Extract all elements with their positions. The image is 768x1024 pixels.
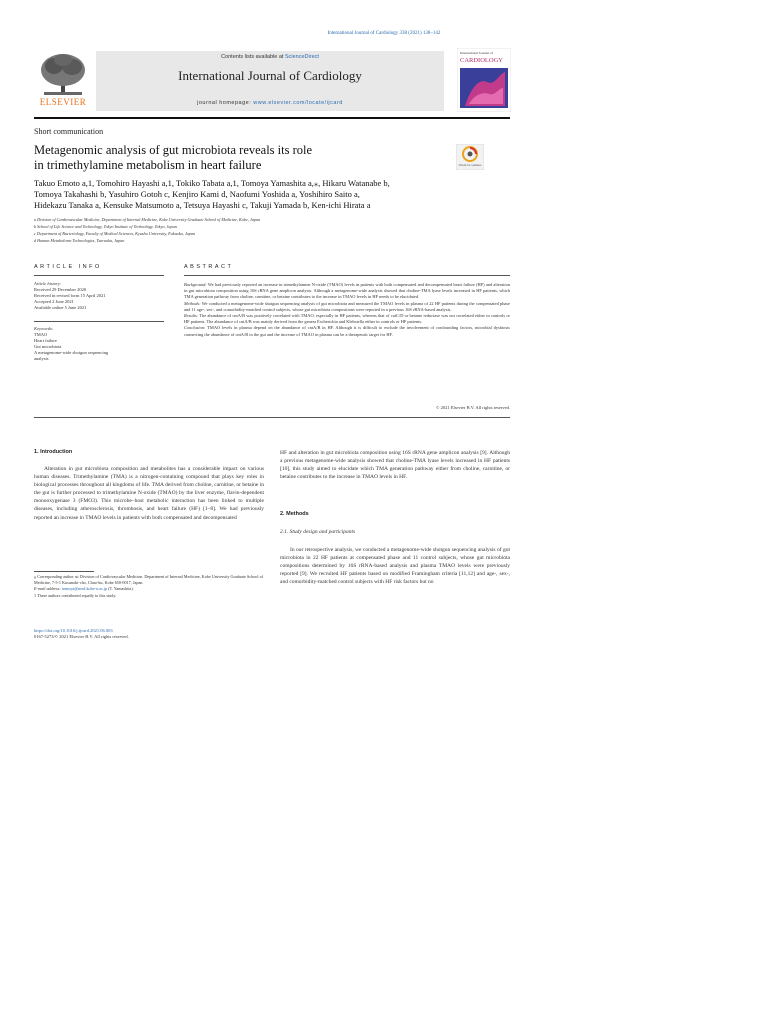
journal-title: International Journal of Cardiology <box>178 68 362 83</box>
history-rule <box>34 321 164 322</box>
keyword: TMAO <box>34 332 48 337</box>
affiliation: a Division of Cardiovascular Medicine, Department of Internal Medicine, Kobe University Graduate School of Medicine, Kobe, Japan <box>34 217 261 222</box>
affiliations <box>34 216 510 244</box>
methods-heading: 2. Methods <box>280 511 309 517</box>
corresponding-author-note: ⁎ Corresponding author at: Division of Cardiovascular Medicine, Department of Internal Medicine, Kobe University Graduate School of Medicine, 7-5-1 Kusunoki-cho, Chuo-ku, Kobe 650-0017, Japan. <box>34 574 264 585</box>
abstract-bottom-rule <box>34 417 510 418</box>
footnotes <box>34 574 264 599</box>
sciencedirect-link[interactable]: ScienceDirect <box>284 54 319 60</box>
email-note: E-mail address: tomoya@med.kobe-u.ac.jp (T. Yamashita). <box>34 586 134 591</box>
cover-title: CARDIOLOGY <box>460 57 503 64</box>
authors-line: Hidekazu Tanaka a, Kensuke Matsumoto a, Tetsuya Hayashi c, Takuji Yamada b, Ken-ichi Hirata a <box>34 200 371 210</box>
abstract-heading: ABSTRACT <box>184 264 234 270</box>
authors-line: Takuo Emoto a,1, Tomohiro Hayashi a,1, Tokiko Tabata a,1, Tomoya Yamashita a,⁎, Hikaru Watanabe b, <box>34 178 390 188</box>
journal-citation[interactable]: International Journal of Cardiology 338 (2021) 138–142 <box>327 31 441 36</box>
authors-line: Tomoya Takahashi b, Yasuhiro Gotoh c, Kenjiro Kami d, Naofumi Yoshida a, Yoshihiro Saito a, <box>34 189 360 199</box>
intro-text: Alteration in gut microbiota composition and metabolites has a considerable impact on various human diseases. Trimethylamine (TMA) is a nitrogen-containing compound that plays key roles in biological processes throughout all kingdoms of life. TMA derived from choline, carnitine, or betaine in the gut is further processed to trimethylamine N-oxide (TMAO) by the liver enzyme, flavin-dependent monooxygenase 3 (FMO3). This microbe–host metabolic interaction has been linked to multiple diseases, including atherosclerosis, thrombosis, and heart failure (HF) [1–8]. We had previously reported an increase in TMAO levels in patients with both compensated and decompensated <box>34 466 264 521</box>
email-link[interactable]: tomoya@med.kobe-u.ac.jp <box>61 586 108 591</box>
article-title: Metagenomic analysis of gut microbiota reveals its role in trimethylamine metabolism in heart failure <box>34 143 313 172</box>
abstract-copyright: © 2021 Elsevier B.V. All rights reserved. <box>436 405 510 410</box>
badge-label: Check for updates <box>458 163 482 167</box>
history-item: Received 29 December 2020 <box>34 287 87 292</box>
journal-cover <box>457 48 511 112</box>
right-text-1: HF and alteration in gut microbiota composition using 16S rRNA gene amplicon analysis [9]. Although a previous metagenome-wide analysis showed that choline-TMA lyase levels increased in HF patients [10], this study aimed to elucidate which TMA generation pathway either from choline, carnitine, or betaine contributes to the increase in TMAO levels in HF. <box>280 450 510 481</box>
issn-line: 0167-5273/© 2021 Elsevier B.V. All rights reserved. <box>34 634 129 639</box>
journal-homepage: journal homepage: www.elsevier.com/locate/ijcard <box>197 100 343 106</box>
equal-contribution-note: 1 These authors contributed equally to this study. <box>34 592 117 598</box>
abstract-body: Background: We had previously reported an increase in trimethylamine N-oxide (TMAO) levels in patients with both compensated and decompensated heart failure (HF) and alteration in gut microbiota composition using 16S rRNA gene amplicon analysis. Although a metagenome-wide analysis showed that choline-TMA lyase levels increased in HF patients, which TMA generation pathway from choline, carnitine, or betaine contributes to the increase in TMAO levels in HF needs to be elucidated. Methods: We conducted a metagenome-wide shotgun sequencing analysis of gut microbiota and measured the TMAO levels in plasma of 22 HF patients during the compensated phase and 11 age-, sex-, and comorbidity-matched control subjects, whose gut microbiota compositions were reported in a previous 16S rRNA-based analysis. Results: The abundance of cntA/B was positively correlated with TMAO, especially in HF patients, whereas that of cutC/D or betaine reductase was not correlated either in controls or HF patients. The abundance of cntA/B was mainly derived from the genera Escherichia and Klebsiella either in controls or HF patients. Conclusion: TMAO levels in plasma depend on the abundance of cntA/B in HF. Although it is difficult to exclude the involvement of confounding factors, microbial dysbiosis connecting the abundance of cntA/B in the gut and the increase of TMAO in plasma can be a therapeutic target for HF. <box>184 282 510 337</box>
right-text-2: In our retrospective analysis, we conducted a metagenome-wide shotgun sequencing analysis of gut microbiota in 22 HF patients at compensated phase and 11 control subjects, whose gut microbiota compositions determined by 16S rRNA-based analysis and plasma TMAO levels were previously reported [9]. We recruited HF patients based on modified Framingham criteria [11,12] and age-, sex-, and comorbidity-matched control subjects with HF risk factors but no <box>280 547 510 586</box>
author-list <box>34 178 510 211</box>
publisher-name: ELSEVIER <box>39 97 87 107</box>
doi-link[interactable]: https://doi.org/10.1016/j.ijcard.2021.06.003 <box>34 628 113 633</box>
history-item: Available online 5 June 2021 <box>34 305 87 310</box>
elsevier-logo <box>34 52 92 110</box>
affiliation: c Department of Bacteriology, Faculty of Medical Sciences, Kyushu University, Fukuoka, Japan <box>34 231 196 236</box>
article-history: Article history: Received 29 December 2020 Received in revised form 15 April 2021 Accepted 2 June 2021 Available online 5 June 2021 <box>34 281 164 311</box>
article-type: Short communication <box>34 127 104 136</box>
doi-block <box>34 628 129 640</box>
history-item: Accepted 2 June 2021 <box>34 299 74 304</box>
keyword: Gut microbiota <box>34 344 62 349</box>
article-info-heading: ARTICLE INFO <box>34 264 102 270</box>
keyword: A metagenome-wide shotgun sequencing <box>34 350 109 355</box>
history-item: Received in revised form 15 April 2021 <box>34 293 106 298</box>
keyword: Heart failure <box>34 338 57 343</box>
info-rule <box>34 275 164 276</box>
methods-subheading: 2.1. Study design and participants <box>280 529 356 535</box>
affiliation: b School of Life Science and Technology, Tokyo Institute of Technology, Tokyo, Japan <box>34 224 177 229</box>
intro-heading: 1. Introduction <box>34 449 73 455</box>
footnote-rule <box>34 571 94 572</box>
affiliation: d Human Metabolome Technologies, Tsuruoka, Japan <box>34 238 125 243</box>
keyword: analysis <box>34 356 49 361</box>
journal-banner <box>96 51 444 111</box>
check-updates-badge[interactable] <box>456 144 484 170</box>
contents-line: Contents lists available at ScienceDirect <box>221 54 319 60</box>
keywords: Keywords: TMAO Heart failure Gut microbiota A metagenome-wide shotgun sequencing analysis <box>34 326 164 362</box>
homepage-link[interactable]: www.elsevier.com/locate/ijcard <box>253 100 343 106</box>
cover-subtitle: International Journal of <box>460 51 493 55</box>
abstract-rule <box>184 275 510 276</box>
header-rule <box>34 117 510 119</box>
